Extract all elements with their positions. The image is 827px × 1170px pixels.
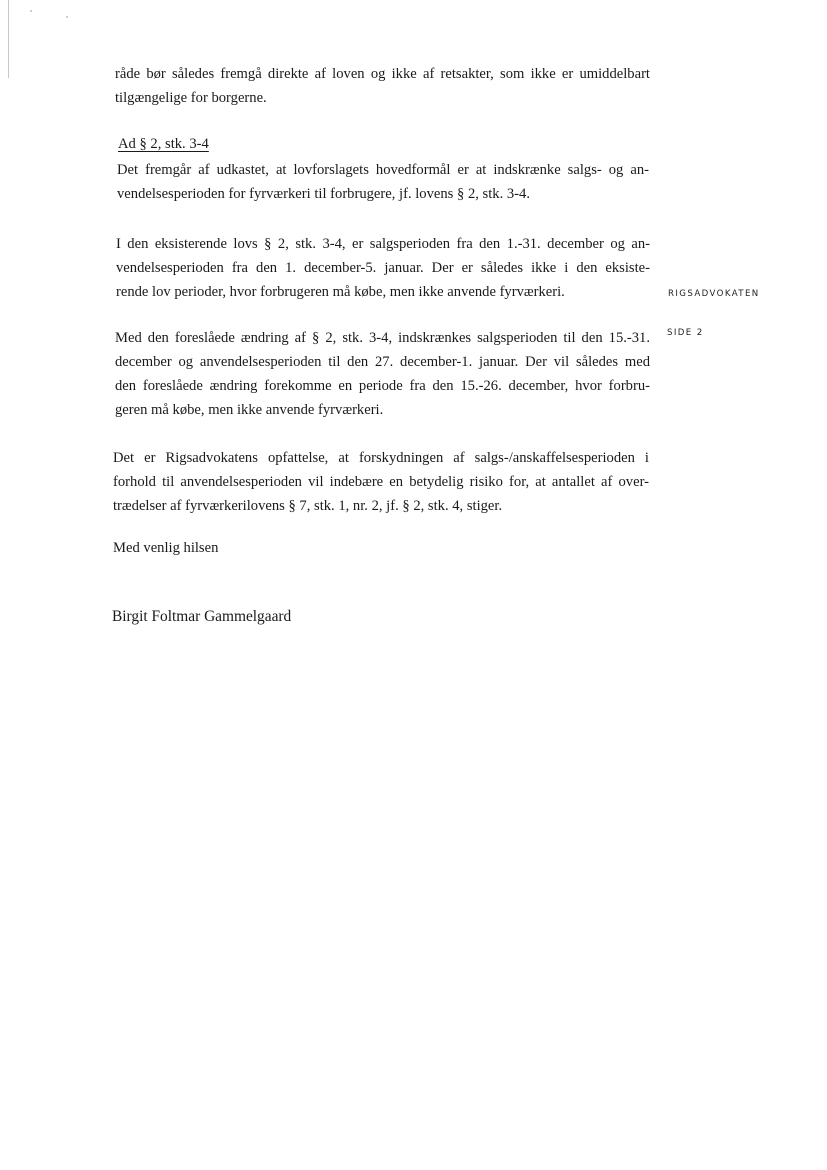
text-line: råde bør således fremgå direkte af loven og ikke af retsakter, som ikke er umiddelbart [115, 66, 650, 82]
scan-speck [30, 10, 32, 12]
text-line: forhold til anvendelsesperioden vil indebære en betydelig risiko for, at antallet af over- [113, 474, 649, 490]
text-line: december og anvendelsesperioden til den 27. december-1. januar. Der vil således med [115, 354, 650, 370]
text-line: trædelser af fyrværkerilovens § 7, stk. 1, nr. 2, jf. § 2, stk. 4, stiger. [113, 498, 503, 514]
text-line: I den eksisterende lovs § 2, stk. 3-4, er salgsperioden fra den 1.-31. december og an- [116, 236, 650, 252]
text-line: tilgængelige for borgerne. [115, 90, 267, 106]
sender-label: RIGSADVOKATEN [668, 289, 760, 299]
page-edge-shadow [8, 0, 9, 78]
signature-name: Birgit Foltmar Gammelgaard [112, 608, 292, 625]
text-line: geren må købe, men ikke anvende fyrværkeri. [115, 402, 384, 418]
scan-speck [66, 16, 68, 18]
closing-salutation: Med venlig hilsen [113, 540, 219, 556]
text-line: den foreslåede ændring forekomme en periode fra den 15.-26. december, hvor forbru- [115, 378, 650, 394]
text-line: Det er Rigsadvokatens opfattelse, at forskydningen af salgs-/anskaffelsesperioden i [113, 450, 649, 466]
text-line: vendelsesperioden fra den 1. december-5. januar. Der er således ikke i den eksiste- [116, 260, 650, 276]
text-line: vendelsesperioden for fyrværkeri til forbrugere, jf. lovens § 2, stk. 3-4. [117, 186, 530, 202]
text-line: rende lov perioder, hvor forbrugeren må købe, men ikke anvende fyrværkeri. [116, 284, 565, 300]
paragraph-assessment [113, 446, 649, 518]
text-line: Med den foreslåede ændring af § 2, stk. 3-4, indskrænkes salgsperioden til den 15.-31. [115, 330, 650, 346]
text-line: Det fremgår af udkastet, at lovforslagets hovedformål er at indskrænke salgs- og an- [117, 162, 649, 178]
paragraph-purpose [117, 158, 649, 206]
intro-paragraph [115, 62, 650, 110]
paragraph-existing-law [116, 232, 650, 304]
page-number-label: SIDE 2 [667, 328, 704, 338]
paragraph-proposed-change [115, 326, 650, 422]
section-heading: Ad § 2, stk. 3-4 [118, 136, 209, 152]
